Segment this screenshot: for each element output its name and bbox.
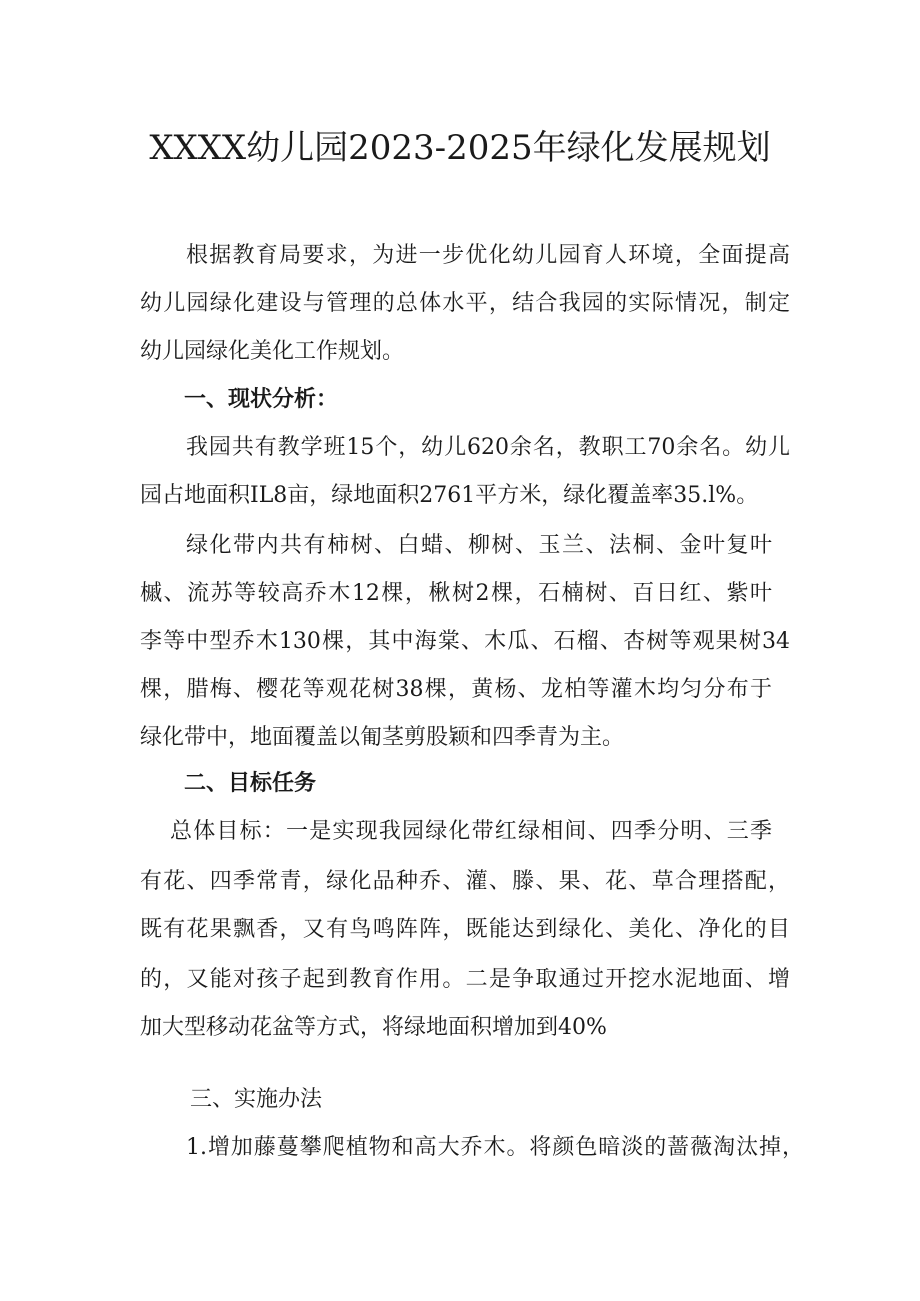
intro-line-2: 幼儿园绿化建设与管理的总体水平，结合我园的实际情况，制定 [140, 291, 790, 316]
section1-para2-line-5: 绿化带中，地面覆盖以匍茎剪股颖和四季青为主。 [140, 725, 625, 750]
section1-para1-line-2: 园占地面积IL8亩，绿地面积2761平方米，绿化覆盖率35.l%。 [140, 483, 759, 508]
section1-para2-line-4: 棵，腊梅、樱花等观花树38棵，黄杨、龙柏等灌木均匀分布于 [140, 677, 772, 702]
section-heading-3: 三、实施办法 [190, 1087, 323, 1112]
section3-para1-line-1: 1.增加藤蔓攀爬植物和高大乔木。将颜色暗淡的蔷薇淘汰掉， [186, 1135, 804, 1160]
section1-para2-line-3: 李等中型乔木130棵，其中海棠、木瓜、石榴、杏树等观果树34 [140, 629, 790, 654]
intro-line-3: 幼儿园绿化美化工作规划。 [140, 339, 405, 364]
section2-para1-line-4: 的，又能对孩子起到教育作用。二是争取通过开挖水泥地面、增 [140, 967, 790, 992]
document-title: XXXX幼儿园2023-2025年绿化发展规划 [149, 128, 771, 168]
section2-para1-line-5: 加大型移动花盆等方式，将绿地面积增加到40% [140, 1015, 607, 1040]
section2-para1-line-1: 总体目标：一是实现我园绿化带红绿相间、四季分明、三季 [170, 819, 772, 844]
section1-para2-line-1: 绿化带内共有柿树、白蜡、柳树、玉兰、法桐、金叶复叶 [186, 533, 772, 558]
section1-para2-line-2: 槭、流苏等较高乔木12棵，楸树2棵，石楠树、百日红、紫叶 [140, 581, 772, 606]
intro-line-1: 根据教育局要求，为进一步优化幼儿园育人环境，全面提高 [186, 243, 790, 268]
section-heading-2: 二、目标任务 [184, 771, 317, 796]
section2-para1-line-2: 有花、四季常青，绿化品种乔、灌、滕、果、花、草合理搭配， [140, 869, 790, 894]
section2-para1-line-3: 既有花果飘香，又有鸟鸣阵阵，既能达到绿化、美化、净化的目 [140, 917, 790, 942]
section-heading-1: 一、现状分析： [184, 387, 339, 412]
section1-para1-line-1: 我园共有教学班15个，幼儿620余名，教职工70余名。幼儿 [186, 435, 790, 460]
